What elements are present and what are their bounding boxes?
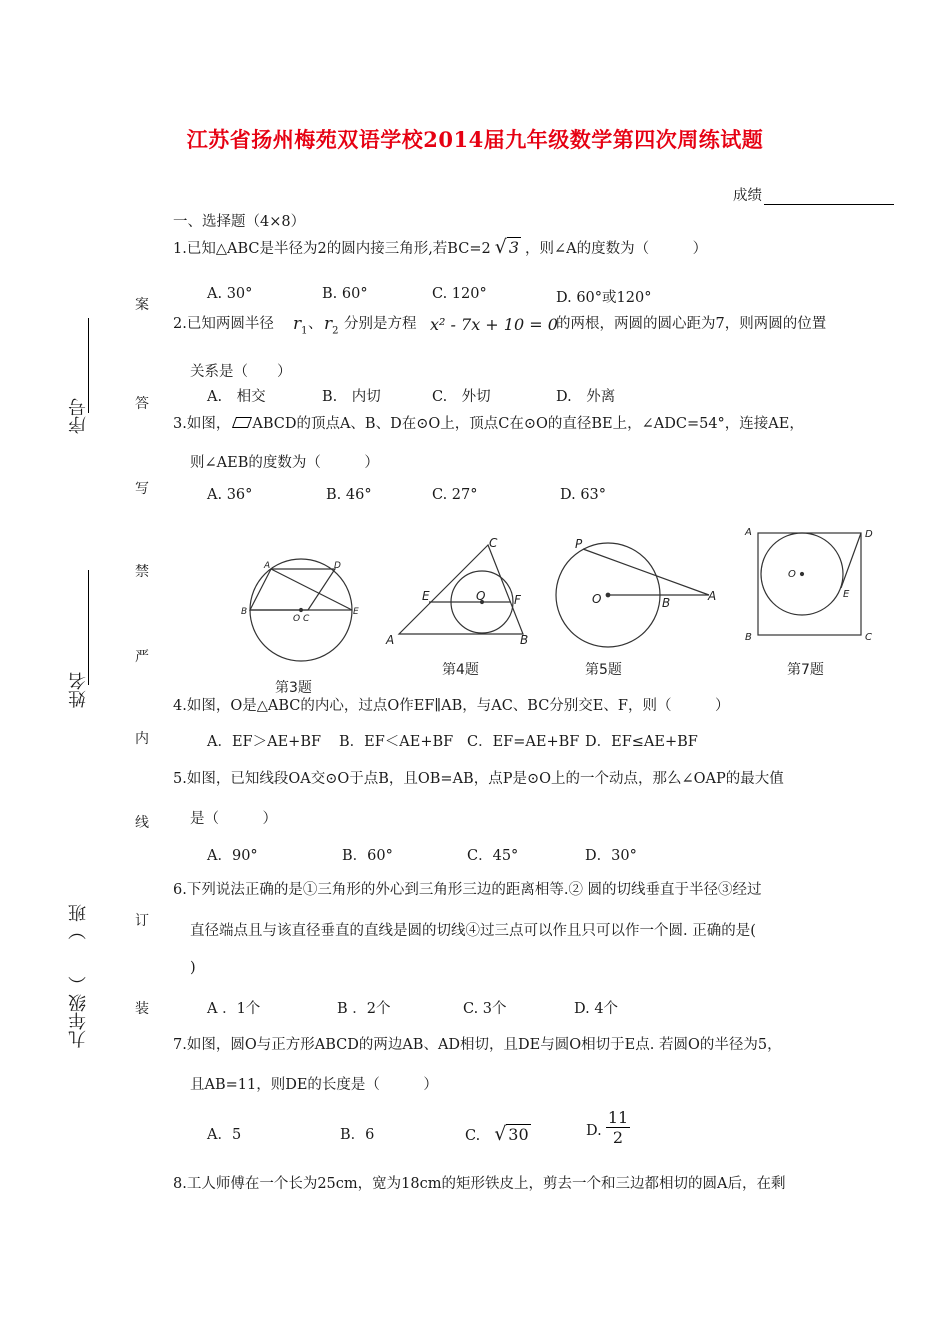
fig7-caption: 第7题 xyxy=(787,662,824,678)
fig7-line-de xyxy=(841,533,861,588)
q1-stem-b: ，则∠A的度数为（ ） xyxy=(525,241,708,257)
score-label: 成绩 xyxy=(733,188,762,204)
fig3-label: A xyxy=(264,561,271,571)
q5-option-c: C．45° xyxy=(467,848,519,864)
q6-option-c: C. 3个 xyxy=(463,1001,507,1017)
q5-option-d: D．30° xyxy=(585,848,637,864)
q7-stem-a: 7.如图，圆O与正方形ABCD的两边AB、AD相切，且DE与圆O相切于E点. 若圆O的半径为5， xyxy=(173,1037,782,1053)
q2-separator: 、 xyxy=(308,316,323,332)
q3-option-d: D. 63° xyxy=(560,487,607,503)
figures-row xyxy=(235,520,875,700)
warning-char: 内 xyxy=(135,731,149,747)
fig4-label: B xyxy=(520,633,529,647)
q2-stem-b: 分别是方程 xyxy=(344,316,417,332)
q4-stem: 4.如图，O是△ABC的内心，过点O作EF∥AB，与AC、BC分别交E、F，则（ ） xyxy=(173,698,730,714)
warning-char: 禁 xyxy=(135,564,149,580)
q6-stem-a: 6.下列说法正确的是①三角形的外心到三角形三边的距离相等.② 圆的切线垂直于半径③经过 xyxy=(173,882,762,898)
name-label: 姓名 xyxy=(68,672,89,708)
warning-char: 答 xyxy=(135,396,149,412)
fig5-line-pa xyxy=(583,549,709,595)
q1-option-c: C. 120° xyxy=(432,286,487,302)
q4-option-b: B．EF＜AE+BF xyxy=(339,734,454,750)
fig3-label: O xyxy=(293,614,301,624)
sqrt-3: √ 3 xyxy=(494,236,519,258)
name-line xyxy=(88,570,89,685)
question-3-stem xyxy=(173,412,804,433)
q7-option-d: D. xyxy=(586,1123,602,1139)
q2-option-c: C. 外切 xyxy=(432,389,491,405)
fig5-label: P xyxy=(575,537,583,551)
class-label: 九年级（ ）班 xyxy=(68,904,89,1048)
warning-char: 案 xyxy=(135,297,149,313)
fig7-center xyxy=(801,573,804,576)
q1-option-b: B. 60° xyxy=(322,286,368,302)
fig3-label: C xyxy=(303,614,310,624)
q7-option-c: C. √ 30 xyxy=(465,1123,529,1145)
q6-stem-b: 直径端点且与该直径垂直的直线是圆的切线④过三点可以作且只可以作一个圆. 正确的是( xyxy=(190,923,756,939)
figure-3 xyxy=(250,559,352,661)
warning-char: 线 xyxy=(135,815,149,831)
fig5-label: B xyxy=(662,596,671,610)
fig4-label: E xyxy=(422,589,430,603)
q6-stem-c: ) xyxy=(190,960,196,976)
q4-option-a: A．EF＞AE+BF xyxy=(207,734,322,750)
warning-char: 订 xyxy=(135,913,149,929)
q7-option-b: B．6 xyxy=(340,1127,375,1143)
fraction-11-2: 11 2 xyxy=(607,1108,629,1147)
q2-option-a: A. 相交 xyxy=(207,389,266,405)
q1-stem-a: 1.已知△ABC是半径为2的圆内接三角形,若BC=2 xyxy=(173,241,491,257)
q2-option-d: D. 外离 xyxy=(556,389,616,405)
q4-option-d: D．EF≤AE+BF xyxy=(585,734,698,750)
section-heading: 一、选择题（4×8） xyxy=(173,214,306,230)
fig4-triangle xyxy=(399,545,523,634)
score-blank xyxy=(764,190,894,205)
q5-stem-a: 5.如图，已知线段OA交⊙O于点B，且OB=AB，点P是⊙O上的一个动点，那么∠OAP的最大值 xyxy=(173,771,784,787)
q5-stem-b: 是（ ） xyxy=(190,811,277,827)
r1-symbol: $r_1$ xyxy=(293,314,308,337)
fig3-label: B xyxy=(241,607,248,617)
q8-stem-a: 8.工人师傅在一个长为25cm，宽为18cm的矩形铁皮上，剪去一个和三边都相切的圆A后，在剩 xyxy=(173,1176,786,1192)
seat-number-line xyxy=(88,318,89,413)
q3-option-c: C. 27° xyxy=(432,487,478,503)
q2-option-b: B. 内切 xyxy=(322,389,381,405)
q1-option-a: A. 30° xyxy=(207,286,253,302)
fig3-label: E xyxy=(353,607,359,617)
fig4-label: O xyxy=(476,589,486,603)
fig3-label: D xyxy=(334,561,341,571)
q6-option-d: D. 4个 xyxy=(574,1001,619,1017)
q7-stem-b: 且AB=11，则DE的长度是（ ） xyxy=(190,1077,438,1093)
q3-stem-c: 则∠AEB的度数为（ ） xyxy=(190,455,379,471)
q3-option-b: B. 46° xyxy=(326,487,372,503)
q3-stem-a: 3.如图， xyxy=(173,416,231,432)
question-1-stem xyxy=(173,236,707,258)
fig3-caption: 第3题 xyxy=(275,680,312,696)
q1-option-d: D. 60°或120° xyxy=(556,290,652,306)
fig7-label: B xyxy=(745,632,752,643)
fig7-label: O xyxy=(788,569,796,580)
q4-option-c: C．EF=AE+BF xyxy=(467,734,580,750)
page-title: 江苏省扬州梅苑双语学校2014届九年级数学第四次周练试题 xyxy=(186,127,764,152)
warning-char: 装 xyxy=(135,1001,149,1017)
parallelogram-icon xyxy=(232,417,252,428)
q5-option-b: B．60° xyxy=(342,848,393,864)
fig7-square xyxy=(758,533,861,635)
warning-char: 写 xyxy=(135,481,149,497)
fig5-label: O xyxy=(592,592,602,606)
fig3-center xyxy=(300,609,303,612)
fig7-label: E xyxy=(843,589,850,600)
figure-7 xyxy=(758,533,861,635)
q2-stem-c: 的两根，两圆的圆心距为7，则两圆的位置 xyxy=(556,316,827,332)
q3-option-a: A. 36° xyxy=(207,487,253,503)
seat-number-label: 序号 xyxy=(68,398,89,434)
fig5-center xyxy=(606,593,610,597)
figure-4 xyxy=(399,545,523,634)
fig4-label: C xyxy=(489,536,498,550)
q2-equation: x² - 7x + 10 = 0 xyxy=(430,315,558,334)
q2-stem-a: 2.已知两圆半径 xyxy=(173,316,274,332)
q5-option-a: A．90° xyxy=(207,848,258,864)
q6-option-a: A ．1个 xyxy=(207,1001,261,1017)
fig3-parallelogram xyxy=(250,569,335,610)
fig4-caption: 第4题 xyxy=(442,662,479,678)
q2-stem-d: 关系是（ ） xyxy=(190,364,292,380)
fig7-label: A xyxy=(745,527,752,538)
q6-option-b: B ．2个 xyxy=(337,1001,391,1017)
r2-symbol: $r_2$ xyxy=(324,314,339,337)
q7-option-a: A．5 xyxy=(207,1127,242,1143)
warning-char: 严 xyxy=(135,649,149,665)
q3-stem-b: ABCD的顶点A、B、D在⊙O上，顶点C在⊙O的直径BE上，∠ADC=54°，连接AE， xyxy=(252,416,804,432)
score-field xyxy=(733,184,894,205)
fig7-label: D xyxy=(865,529,873,540)
fig4-label: A xyxy=(386,633,395,647)
fig5-caption: 第5题 xyxy=(585,662,622,678)
fig5-label: A xyxy=(708,589,717,603)
figure-5 xyxy=(556,543,709,647)
fig7-label: C xyxy=(865,632,872,643)
sqrt-30: √ 30 xyxy=(494,1123,529,1145)
fig4-label: F xyxy=(514,593,521,607)
